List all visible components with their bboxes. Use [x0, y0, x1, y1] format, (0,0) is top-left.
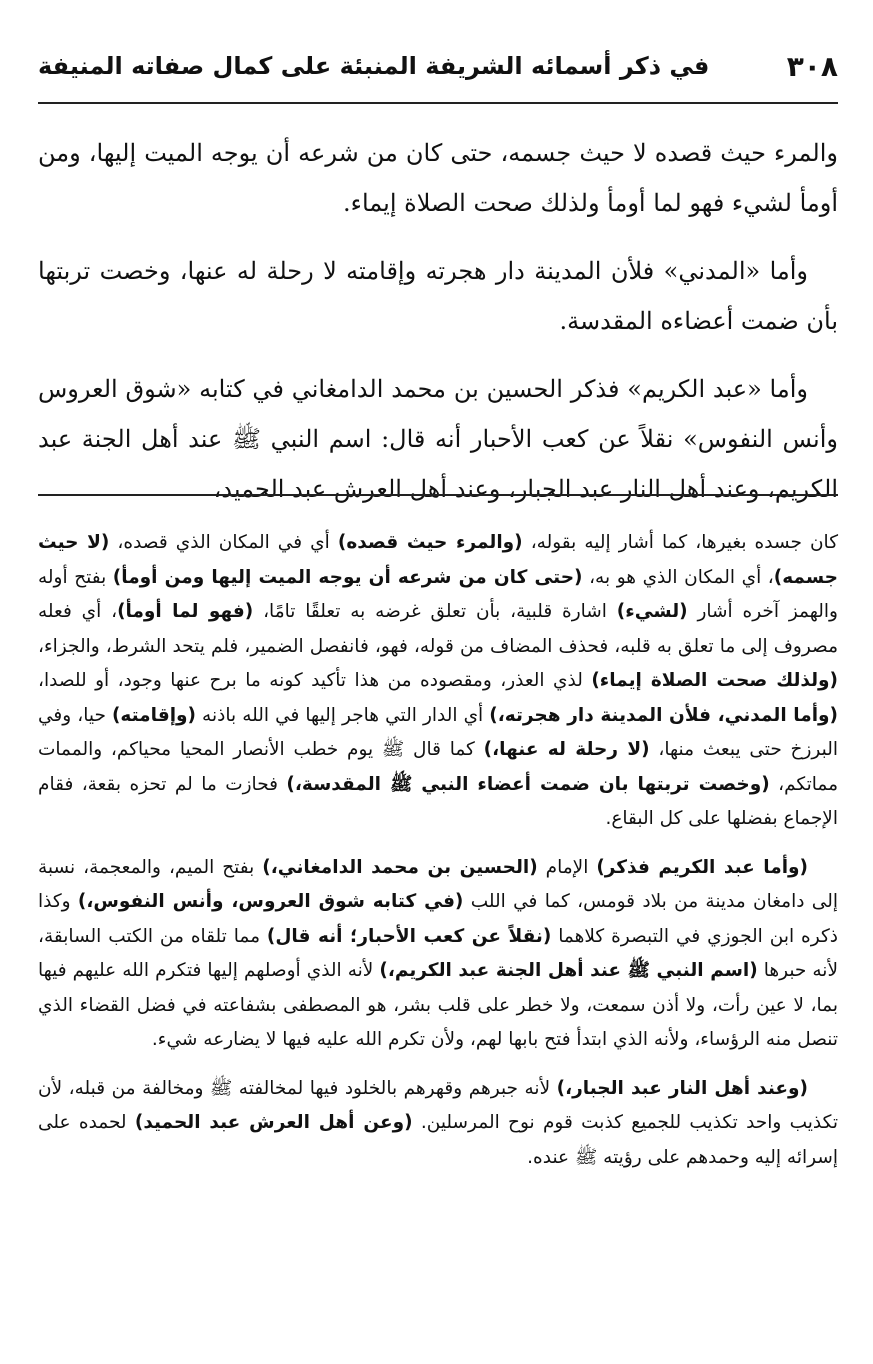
commentary-text: لأنه الذي أوصلهم إليها فتكرم الله عليهم فيها بما، لا عين رأت، ولا أذن سمعت، ولا خطر على قلب بشر، هو المصطفى بشفاعته في فضل القضاء الذي تنصل منه الرؤساء، ولأنه الذي ابتدأ فتح بابها لهم، ولأن تكرم الله عليه فيها لا يضارعه شيء. — [38, 960, 838, 1050]
bold-quote: (ولذلك صحت الصلاة إيماء) — [591, 670, 838, 691]
commentary-text: لذي العذر، ومقصوده من هذا تأكيد كونه ما برح عنها وجود، أو للصدا، — [38, 670, 592, 691]
main-paragraph-2: وأما «المدني» فلأن المدينة دار هجرته وإقامته لا رحلة له عنها، وخصت تربتها بأن ضمت أعضاءه المقدسة. — [38, 257, 838, 335]
bold-quote: (وعن أهل العرش عبد الحميد) — [134, 1112, 413, 1133]
commentary-text: بفتح أوله والهمز آخره أشار — [38, 566, 838, 622]
bold-quote: (وعند أهل النار عبد الجبار،) — [556, 1077, 808, 1099]
bold-quote: (في كتابه شوق العروس، وأنس النفوس،) — [77, 891, 464, 912]
commentary-text: لأنه جبرهم وقهرهم بالخلود فيها لمخالفته ﷺ ومخالفة من قبله، لأن تكذيب واحد تكذيب للجميع كذبت قوم نوح المرسلين. — [38, 1077, 838, 1133]
commentary-text: لحمده على إسرائه إليه وحمدهم على رؤيته ﷺ عنده. — [38, 1112, 838, 1168]
commentary-text: بفتح الميم، والمعجمة، نسبة إلى دامغان مدينة من بلاد قومس، كما في اللب — [38, 856, 838, 912]
commentary-text: كان جسده بغيرها، كما أشار إليه بقوله، — [522, 532, 839, 553]
bold-quote: (وأما المدني، فلأن المدينة دار هجرته،) — [489, 704, 838, 726]
commentary-text: حيا، وفي البرزخ حتى يبعث منها، — [38, 704, 838, 760]
bold-quote: (وخصت تربتها بان ضمت أعضاء النبي ﷺ المقدسة،) — [286, 773, 770, 795]
page-header — [38, 50, 838, 90]
main-paragraph-1: والمرء حيث قصده لا حيث جسمه، حتى كان من شرعه أن يوجه الميت إليها، ومن أومأ لشيء فهو لما أومأ ولذلك صحت الصلاة إيماء. — [38, 139, 838, 217]
running-title: في ذكر أسمائه الشريفة المنبئة على كمال صفاته المنيفة — [38, 52, 710, 80]
commentary-text: كما قال ﷺ يوم خطب الأنصار المحيا محياكم، والممات مماتكم، — [38, 739, 838, 795]
commentary — [38, 526, 838, 1189]
page-number: ٣٠٨ — [786, 50, 838, 83]
commentary-text: أي الدار التي هاجر إليها في الله باذنه — [196, 704, 490, 726]
bold-quote: (لشيء) — [616, 601, 688, 622]
bold-quote: (لا حيث جسمه) — [38, 532, 838, 588]
bold-quote: (وأما عبد الكريم فذكر) — [596, 856, 809, 878]
commentary-text: وكذا ذكره ابن الجوزي في التبصرة كلاهما — [38, 891, 839, 947]
commentary-paragraph-3 — [38, 1072, 838, 1176]
commentary-paragraph-1 — [38, 526, 838, 837]
commentary-text: مما تلقاه من الكتب السابقة، لأنه حبرها — [38, 925, 839, 981]
commentary-paragraph-2 — [38, 851, 838, 1058]
commentary-text: ، أي فعله مصروف إلى ما تعلق به قلبه، فحذف المضاف من قوله، فهو، فانفصل الضمير، فلم يتحد الشرط، والجزاء، — [38, 601, 838, 657]
commentary-text: اشارة قلبية، بأن تعلق غرضه به تعلقًا تامًا، — [253, 601, 617, 622]
commentary-text: الإمام — [537, 856, 597, 878]
main-paragraph-3: وأما «عبد الكريم» فذكر الحسين بن محمد الدامغاني في كتابه «شوق العروس وأنس النفوس» نقلاً عن كعب الأحبار أنه قال: اسم النبي ﷺ عند أهل الجنة عبد الكريم، وعند أهل النار عبد الجبار، وعند أهل العرش عبد الحميد، — [38, 375, 838, 503]
bold-quote: (حتى كان من شرعه أن يوجه الميت إليها ومن أومأ) — [112, 566, 583, 588]
commentary-divider — [38, 494, 838, 496]
bold-quote: (فهو لما أومأ) — [117, 601, 254, 622]
bold-quote: (الحسين بن محمد الدامغاني،) — [262, 856, 538, 878]
bold-quote: (وإقامته) — [111, 704, 196, 726]
header-divider — [38, 102, 838, 104]
book-page — [38, 0, 838, 1364]
commentary-text: ، أي المكان الذي هو به، — [582, 566, 774, 588]
bold-quote: (لا رحلة له عنها،) — [483, 739, 650, 760]
commentary-text: أي في المكان الذي قصده، — [109, 532, 338, 553]
main-text — [38, 128, 838, 532]
bold-quote: (والمرء حيث قصده) — [337, 532, 523, 553]
commentary-text: فحازت ما لم تحزه بقعة، فقام الإجماع بفضلها على كل البقاع. — [38, 773, 838, 829]
bold-quote: (اسم النبي ﷺ عند أهل الجنة عبد الكريم،) — [379, 960, 758, 981]
bold-quote: (نقلاً عن كعب الأحبار؛ أنه قال) — [266, 925, 552, 947]
